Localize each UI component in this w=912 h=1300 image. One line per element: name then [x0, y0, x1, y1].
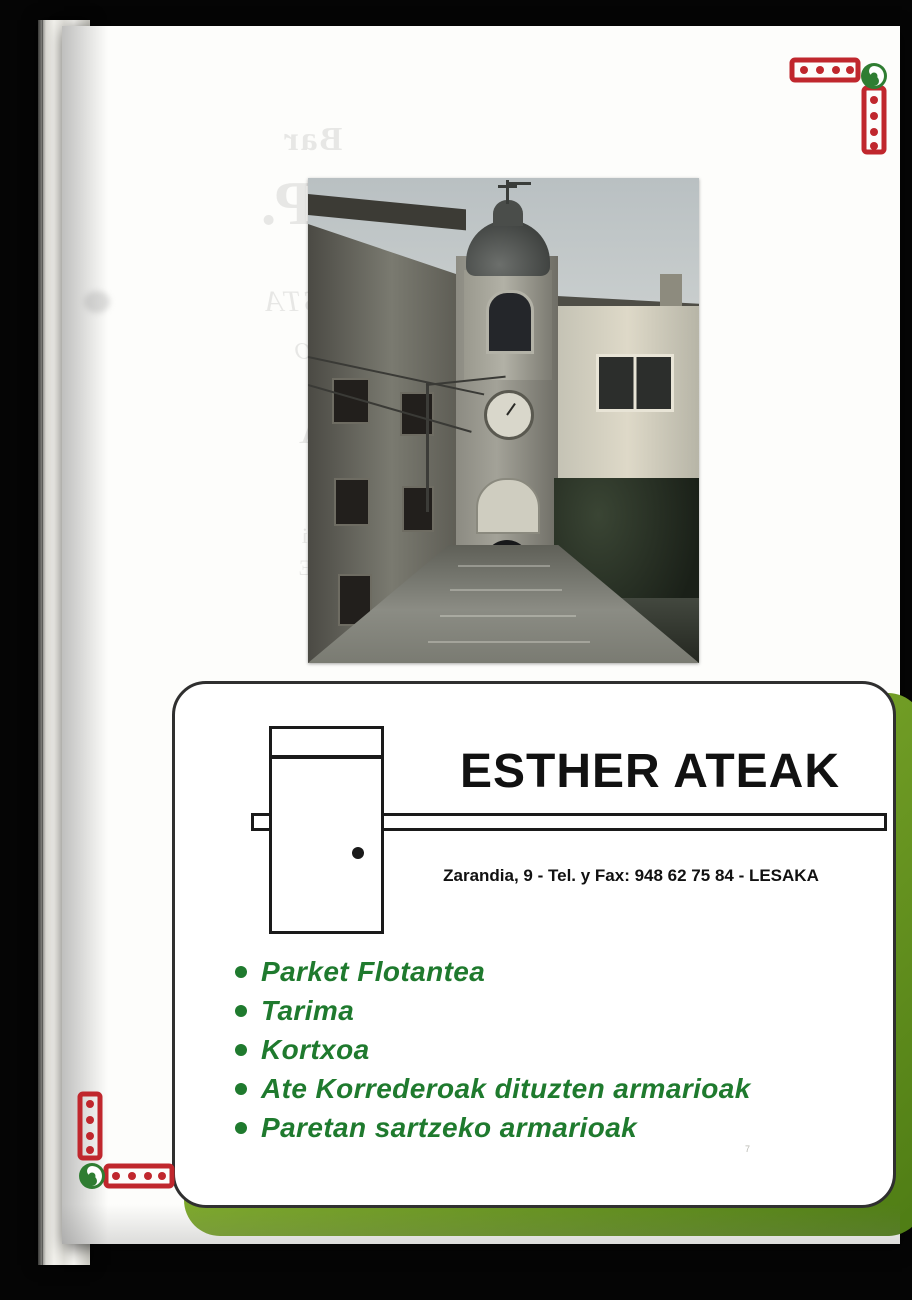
photo-window: [334, 478, 370, 526]
photo-street-line: [458, 565, 550, 567]
lauburu-ornament-icon: [72, 1088, 176, 1192]
ghost-line-1: Bar: [281, 121, 343, 158]
bullet-icon: [235, 1044, 247, 1056]
photo-utility-pole: [426, 382, 429, 512]
service-label: Tarima: [261, 995, 355, 1026]
list-item: [235, 995, 875, 1027]
photo-street-line: [450, 589, 562, 591]
bullet-icon: [235, 1005, 247, 1017]
service-label: Parket Flotantea: [261, 956, 486, 987]
ad-card: [172, 681, 896, 1208]
advertisement: [172, 681, 912, 1236]
photo-bell-arch: [486, 290, 534, 354]
list-item: [235, 1073, 875, 1105]
photo-weathervane: [509, 182, 531, 185]
bullet-icon: [235, 1083, 247, 1095]
list-item: [235, 1034, 875, 1066]
page-sheet: [62, 26, 900, 1244]
page-number: 7: [744, 1144, 750, 1154]
ad-address: Zarandia, 9 - Tel. y Fax: 948 62 75 84 - LESAKA: [443, 866, 819, 885]
photo-window: [402, 486, 434, 532]
list-item: [235, 956, 875, 988]
photo-shuttered-window: [596, 354, 674, 412]
service-label: Ate Korrederoak dituzten armarioak: [261, 1073, 751, 1104]
ad-services-list: [235, 956, 875, 1151]
photo-street-line: [428, 641, 590, 643]
lauburu-ornament-icon: [788, 54, 892, 158]
door-logo-icon: [251, 724, 386, 934]
bullet-icon: [235, 966, 247, 978]
church-tower-photo: [308, 178, 699, 663]
photo-portal-arch: [476, 478, 540, 534]
door-transom: [269, 726, 384, 758]
door-knob-icon: [352, 847, 364, 859]
ad-title: ESTHER ATEAK: [459, 745, 840, 798]
service-label: Paretan sartzeko armarioak: [261, 1112, 638, 1143]
page-smudge: [84, 291, 110, 313]
bullet-icon: [235, 1122, 247, 1134]
photo-chimney: [660, 274, 682, 308]
photo-tower-clock: [484, 390, 534, 440]
door-panel: [269, 756, 384, 934]
gutter-shadow: [62, 26, 108, 1244]
list-item: [235, 1112, 875, 1144]
photo-street-line: [440, 615, 576, 617]
service-label: Kortxoa: [261, 1034, 370, 1065]
